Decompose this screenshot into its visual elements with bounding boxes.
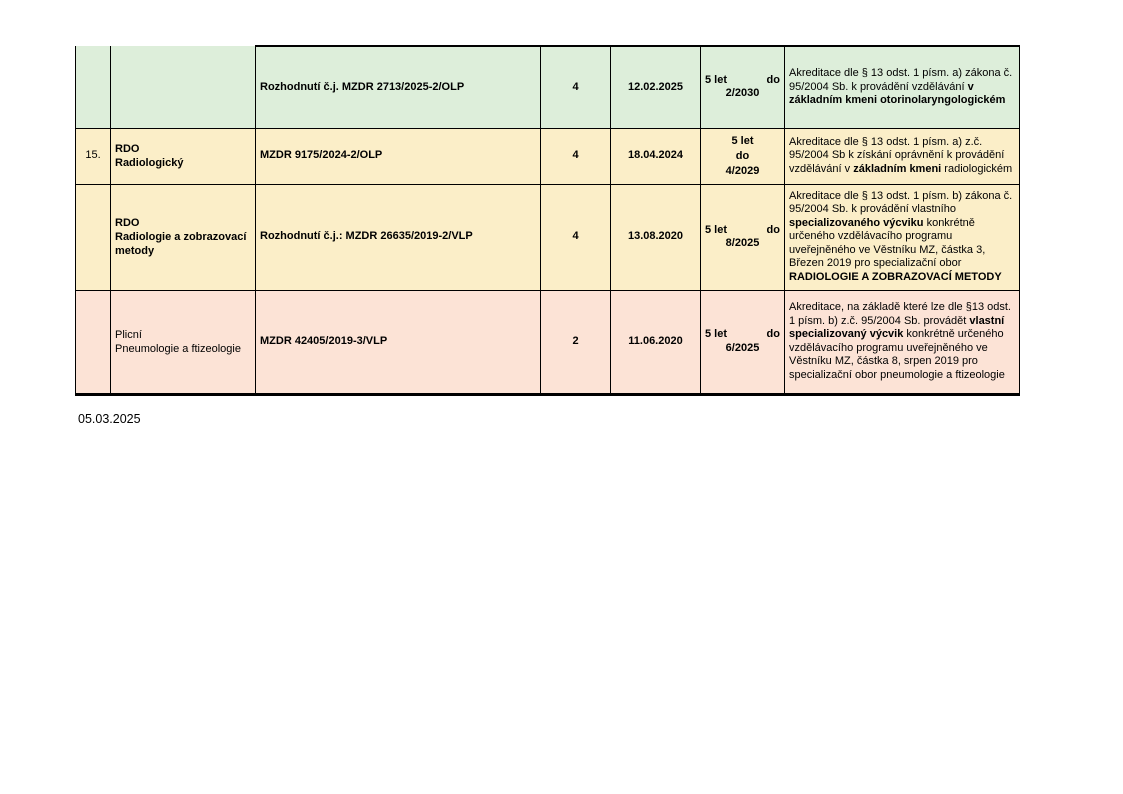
validity-duration-line: [705, 74, 780, 88]
document-date: 05.03.2025: [78, 412, 141, 426]
specialty-line: Radiologický: [115, 157, 184, 169]
validity-duration: 5 let: [731, 134, 754, 147]
note-cell: Akreditace dle § 13 odst. 1 písm. b) zákona č. 95/2004 Sb. k provádění vlastního specializovaného výcviku konkrétně určeného vzdělávacího programu uveřejněného ve Věstníku MZ, částka 3, Březen 2019 pro specializační obor RADIOLOGIE A ZOBRAZOVACÍ METODY: [785, 184, 1020, 290]
specialty-cell: [111, 290, 256, 394]
issue-date-cell: 13.08.2020: [611, 184, 701, 290]
issue-date-cell: 12.02.2025: [611, 46, 701, 128]
row-number-cell: [76, 184, 111, 290]
note-cell: Akreditace dle § 13 odst. 1 písm. a) z.č. 95/2004 Sb k získání oprávnění k provádění vzdělávání v základním kmeni radiologickém: [785, 128, 1020, 184]
specialty-line: Radiologie a zobrazovací metody: [115, 231, 247, 257]
specialty-cell: [111, 46, 256, 128]
specialty-line: RDO: [115, 217, 140, 229]
specialty-line: Plicní: [115, 328, 142, 341]
specialty-cell: [111, 128, 256, 184]
validity-do-label: do: [766, 328, 780, 340]
count-cell: 4: [541, 46, 611, 128]
validity-until: 4/2029: [725, 164, 760, 177]
validity-cell: [701, 46, 785, 128]
validity-until: 8/2025: [725, 237, 760, 249]
specialty-line: RDO: [115, 143, 140, 155]
decision-number-cell: Rozhodnutí č.j. MZDR 2713/2025-2/OLP: [256, 46, 541, 128]
validity-duration-line: [705, 328, 780, 342]
issue-date-cell: 18.04.2024: [611, 128, 701, 184]
note-cell: Akreditace dle § 13 odst. 1 písm. a) zákona č. 95/2004 Sb. k provádění vzdělávání v základním kmeni otorinolaryngologickém: [785, 46, 1020, 128]
issue-date-cell: 11.06.2020: [611, 290, 701, 394]
validity-until: 2/2030: [725, 87, 760, 100]
table-row: [76, 46, 1020, 128]
validity-do-label: do: [735, 149, 750, 162]
validity-duration: 5 let: [705, 223, 728, 236]
note-cell: Akreditace, na základě které lze dle §13 odst. 1 písm. b) z.č. 95/2004 Sb. provádět vlastní specializovaný výcvik konkrétně určeného vzdělávacího programu uveřejněného ve Věstníku MZ, částka 8, srpen 2019 pro specializační obor pneumologie a ftizeologie: [785, 290, 1020, 394]
validity-duration: 5 let: [705, 328, 728, 340]
validity-do-label: do: [766, 73, 780, 86]
table-row: [76, 184, 1020, 290]
accreditation-table: [75, 45, 1020, 396]
decision-number-cell: Rozhodnutí č.j.: MZDR 26635/2019-2/VLP: [256, 184, 541, 290]
row-number-cell: [76, 46, 111, 128]
validity-duration: 5 let: [705, 73, 728, 86]
validity-do-label: do: [766, 223, 780, 236]
count-cell: 2: [541, 290, 611, 394]
table-row: [76, 290, 1020, 394]
table-row: [76, 128, 1020, 184]
validity-duration-line: [705, 224, 780, 238]
row-number-cell: 15.: [76, 128, 111, 184]
row-number-cell: [76, 290, 111, 394]
decision-number-cell: MZDR 9175/2024-2/OLP: [256, 128, 541, 184]
validity-cell: [701, 290, 785, 394]
validity-until: 6/2025: [725, 341, 760, 354]
validity-cell: [701, 184, 785, 290]
validity-cell: [701, 128, 785, 184]
decision-number-cell: MZDR 42405/2019-3/VLP: [256, 290, 541, 394]
specialty-line: Pneumologie a ftizeologie: [115, 342, 241, 355]
count-cell: 4: [541, 184, 611, 290]
specialty-cell: [111, 184, 256, 290]
count-cell: 4: [541, 128, 611, 184]
